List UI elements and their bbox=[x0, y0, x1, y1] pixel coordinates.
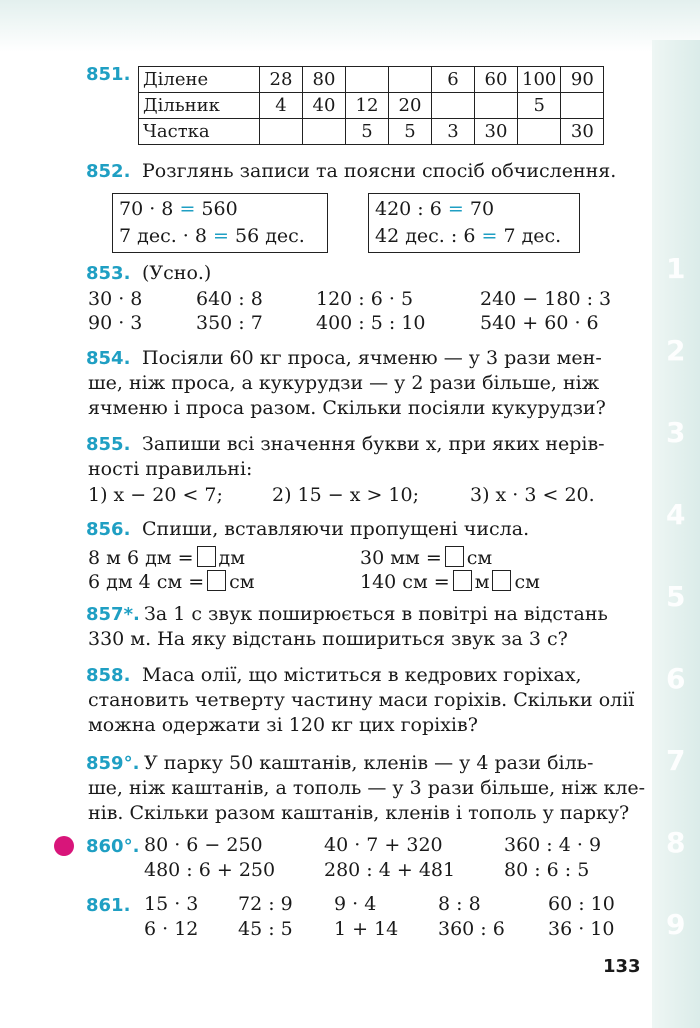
expression: 45 : 5 bbox=[238, 918, 293, 940]
equals-sign: = bbox=[213, 225, 229, 247]
table-cell: 3 bbox=[432, 119, 475, 145]
conversion bbox=[88, 570, 255, 593]
side-tab-6: 6 bbox=[666, 662, 686, 695]
table-cell bbox=[518, 119, 561, 145]
expression-row bbox=[0, 288, 700, 314]
table-cell: 80 bbox=[303, 67, 346, 93]
expression: 540 + 60 · 6 bbox=[480, 312, 599, 334]
expression: 6 · 12 bbox=[144, 918, 199, 940]
exercise-852-number: 852. bbox=[86, 161, 131, 182]
row-label: Дільник bbox=[139, 93, 260, 119]
conversion-row bbox=[0, 546, 700, 572]
table-cell bbox=[432, 93, 475, 119]
inequality: 3) x · 3 < 20. bbox=[470, 484, 595, 506]
table-row bbox=[139, 119, 604, 145]
expression: 9 · 4 bbox=[334, 893, 377, 915]
expression: 1 + 14 bbox=[334, 918, 399, 940]
blank-box bbox=[453, 570, 472, 591]
exercise-851-number: 851. bbox=[86, 64, 131, 85]
expression: 36 · 10 bbox=[548, 918, 615, 940]
result: 7 дес. bbox=[503, 225, 562, 247]
exercise-856-number: 856. bbox=[86, 519, 131, 540]
side-tab-1: 1 bbox=[666, 252, 686, 285]
exercise-854-line: Посіяли 60 кг проса, ячменю — у 3 рази мен- bbox=[142, 347, 602, 369]
unit: см bbox=[229, 571, 255, 593]
row-label: Частка bbox=[139, 119, 260, 145]
table-cell: 5 bbox=[346, 119, 389, 145]
table-cell bbox=[346, 67, 389, 93]
conversion bbox=[360, 546, 492, 569]
expression: 120 : 6 · 5 bbox=[316, 288, 414, 310]
table-cell bbox=[260, 119, 303, 145]
conversion bbox=[88, 546, 245, 569]
table-cell bbox=[561, 93, 604, 119]
exercise-854-line: ячменю і проса разом. Скільки посіяли кукурудзи? bbox=[88, 397, 606, 419]
side-tab-8: 8 bbox=[666, 826, 686, 859]
expression: 280 : 4 + 481 bbox=[324, 859, 456, 881]
table-cell: 30 bbox=[561, 119, 604, 145]
expression: 400 : 5 : 10 bbox=[316, 312, 426, 334]
blank-box bbox=[197, 546, 216, 567]
result: 56 дес. bbox=[234, 225, 305, 247]
inequality: 2) 15 − x > 10; bbox=[272, 484, 420, 506]
exercise-861-number: 861. bbox=[86, 895, 131, 916]
expression: 40 · 7 + 320 bbox=[324, 834, 443, 856]
inequality-row bbox=[0, 484, 700, 510]
exercise-855-line: Запиши всі значення букви x, при яких нерів- bbox=[142, 433, 605, 455]
exercise-852-text: Розглянь записи та поясни спосіб обчислення. bbox=[142, 160, 617, 182]
row-label: Ділене bbox=[139, 67, 260, 93]
expr: 70 · 8 bbox=[119, 198, 174, 220]
expression: 360 : 4 · 9 bbox=[504, 834, 602, 856]
exercise-859-line: У парку 50 каштанів, кленів — у 4 рази біль- bbox=[144, 752, 594, 774]
expression-row bbox=[0, 834, 700, 860]
table-cell: 5 bbox=[518, 93, 561, 119]
expr: 420 : 6 bbox=[375, 198, 442, 220]
blank-box bbox=[492, 570, 511, 591]
exercise-858-line: можна одержати зі 120 кг цих горіхів? bbox=[88, 714, 478, 736]
table-cell: 12 bbox=[346, 93, 389, 119]
unit: дм bbox=[218, 547, 245, 569]
top-band bbox=[0, 0, 700, 52]
table-cell: 28 bbox=[260, 67, 303, 93]
side-tab-2: 2 bbox=[666, 334, 686, 367]
exercise-855-line: ності правильні: bbox=[88, 458, 253, 480]
expression: 80 · 6 − 250 bbox=[144, 834, 263, 856]
equals-sign: = bbox=[481, 225, 498, 247]
expression: 80 : 6 : 5 bbox=[504, 859, 590, 881]
side-tab-4: 4 bbox=[666, 498, 686, 531]
unit: см bbox=[514, 571, 540, 593]
exercise-859-line: ше, ніж каштанів, а тополь — у 3 рази більше, ніж кле- bbox=[88, 777, 646, 799]
table-cell: 6 bbox=[432, 67, 475, 93]
table-cell: 4 bbox=[260, 93, 303, 119]
side-tab-7: 7 bbox=[666, 744, 686, 777]
expression: 240 − 180 : 3 bbox=[480, 288, 612, 310]
side-tab-3: 3 bbox=[666, 416, 686, 449]
exercise-859-number: 859°. bbox=[86, 753, 140, 774]
side-tab-5: 5 bbox=[666, 580, 686, 613]
unit: м bbox=[474, 571, 490, 593]
expr: 7 дес. · 8 bbox=[119, 225, 207, 247]
table-cell: 30 bbox=[475, 119, 518, 145]
page-number: 133 bbox=[603, 956, 641, 977]
table-cell: 100 bbox=[518, 67, 561, 93]
expression-row bbox=[0, 312, 700, 338]
conversion-lhs: 6 дм 4 см = bbox=[88, 571, 205, 593]
exercise-853-text: (Усно.) bbox=[142, 262, 212, 284]
exercise-859-line: нів. Скільки разом каштанів, кленів і тополь у парку? bbox=[88, 802, 630, 824]
side-tab-9: 9 bbox=[666, 908, 686, 941]
exercise-857-line: 330 м. На яку відстань пошириться звук за 3 с? bbox=[88, 628, 568, 650]
conversion-lhs: 8 м 6 дм = bbox=[88, 547, 194, 569]
table-cell bbox=[389, 67, 432, 93]
expression: 90 · 3 bbox=[88, 312, 143, 334]
expression: 640 : 8 bbox=[196, 288, 263, 310]
table-cell: 5 bbox=[389, 119, 432, 145]
expression: 72 : 9 bbox=[238, 893, 293, 915]
division-table bbox=[138, 66, 604, 145]
expression-row bbox=[0, 918, 700, 944]
example-box-multiplication bbox=[112, 193, 328, 253]
table-cell: 20 bbox=[389, 93, 432, 119]
expr: 42 дес. : 6 bbox=[375, 225, 476, 247]
conversion-lhs: 30 мм = bbox=[360, 547, 442, 569]
exercise-860-number: 860°. bbox=[86, 836, 140, 857]
example-box-division bbox=[368, 193, 580, 253]
expression: 30 · 8 bbox=[88, 288, 143, 310]
table-row bbox=[139, 93, 604, 119]
conversion bbox=[360, 570, 540, 593]
expression: 8 : 8 bbox=[438, 893, 481, 915]
exercise-854-number: 854. bbox=[86, 348, 131, 369]
expression: 60 : 10 bbox=[548, 893, 615, 915]
result: 560 bbox=[201, 198, 238, 220]
exercise-858-number: 858. bbox=[86, 665, 131, 686]
conversion-row bbox=[0, 570, 700, 596]
exercise-857-number: 857*. bbox=[86, 604, 140, 625]
unit: см bbox=[466, 547, 493, 569]
exercise-854-line: ше, ніж проса, а кукурудзи — у 2 рази більше, ніж bbox=[88, 372, 600, 394]
exercise-855-number: 855. bbox=[86, 434, 131, 455]
expression-row bbox=[0, 893, 700, 919]
exercise-858-line: становить четверту частину маси горіхів. Скільки олії bbox=[88, 689, 635, 711]
expression: 15 · 3 bbox=[144, 893, 199, 915]
table-cell: 40 bbox=[303, 93, 346, 119]
exercise-856-text: Спиши, вставляючи пропущені числа. bbox=[142, 518, 530, 540]
equals-sign: = bbox=[179, 198, 196, 220]
table-cell: 90 bbox=[561, 67, 604, 93]
equals-sign: = bbox=[447, 198, 464, 220]
inequality: 1) x − 20 < 7; bbox=[88, 484, 223, 506]
table-cell bbox=[303, 119, 346, 145]
table-row bbox=[139, 67, 604, 93]
exercise-858-line: Маса олії, що міститься в кедрових горіхах, bbox=[142, 664, 582, 686]
expression: 360 : 6 bbox=[438, 918, 505, 940]
exercise-853-number: 853. bbox=[86, 263, 131, 284]
expression-row bbox=[0, 859, 700, 885]
table-cell bbox=[475, 93, 518, 119]
result: 70 bbox=[469, 198, 495, 220]
expression: 480 : 6 + 250 bbox=[144, 859, 276, 881]
conversion-lhs: 140 см = bbox=[360, 571, 450, 593]
expression: 350 : 7 bbox=[196, 312, 263, 334]
blank-box bbox=[445, 546, 464, 567]
blank-box bbox=[207, 570, 226, 591]
table-cell: 60 bbox=[475, 67, 518, 93]
exercise-857-line: За 1 с звук поширюється в повітрі на відстань bbox=[144, 603, 608, 625]
